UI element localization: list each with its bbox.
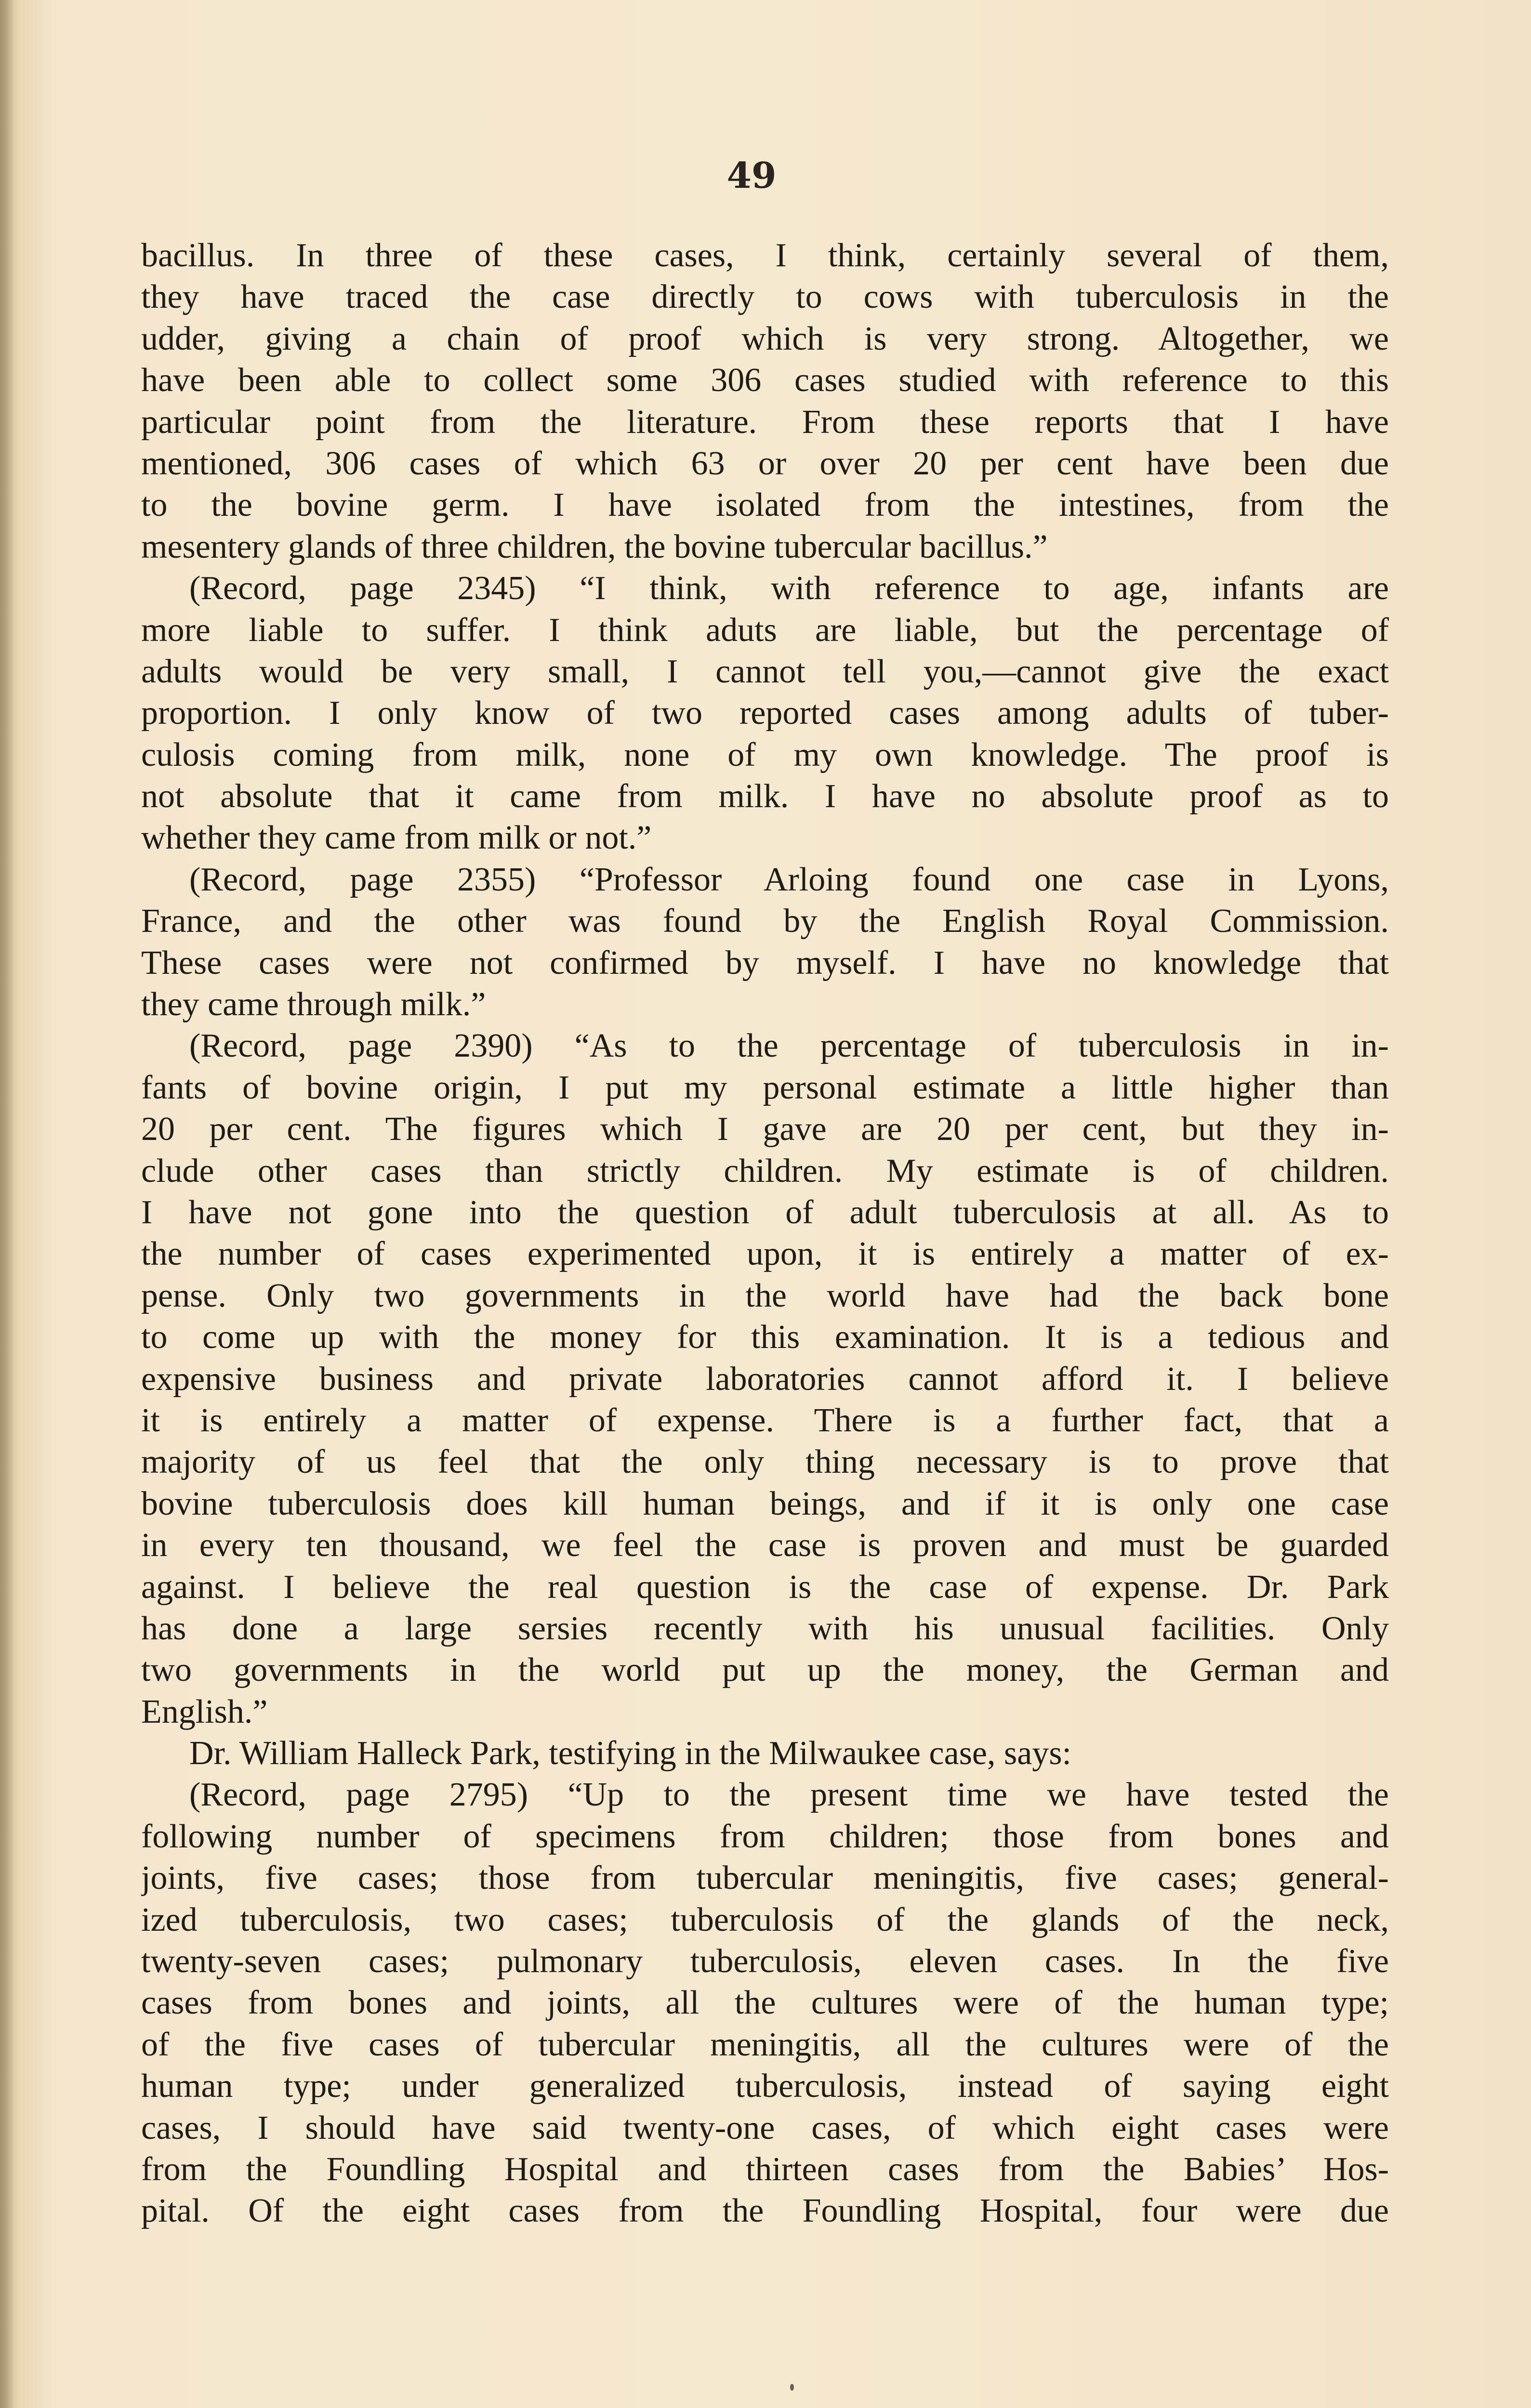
text-line: two governments in the world put up the money, the German and [141, 1651, 1389, 1689]
text-line: mentioned, 306 cases of which 63 or over 20 per cent have been due [141, 445, 1389, 482]
spine-shadow [0, 0, 14, 2408]
text-line: proportion. I only know of two reported cases among adults of tuber- [141, 694, 1389, 732]
text-line: to the bovine germ. I have isolated from the intestines, from the [141, 486, 1389, 524]
text-line: mesentery glands of three children, the bovine tubercular bacillus.” [141, 528, 1048, 565]
text-line: 20 per cent. The figures which I gave are 20 per cent, but they in- [141, 1111, 1389, 1148]
text-line: These cases were not confirmed by myself. I have no knowledge that [141, 944, 1389, 982]
text-line: (Record, page 2390) “As to the percentage of tuberculosis in in- [189, 1027, 1389, 1065]
text-line: France, and the other was found by the English Royal Commission. [141, 903, 1389, 940]
text-line: I have not gone into the question of adult tuberculosis at all. As to [141, 1193, 1389, 1231]
text-line: have been able to collect some 306 cases studied with reference to this [141, 362, 1389, 399]
text-line: majority of us feel that the only thing necessary is to prove that [141, 1443, 1389, 1481]
text-line: to come up with the money for this examination. It is a tedious and [141, 1319, 1389, 1356]
text-line: (Record, page 2795) “Up to the present time we have tested the [189, 1776, 1389, 1814]
text-line: they have traced the case directly to cows with tuberculosis in the [141, 278, 1389, 316]
page-number: 49 [726, 155, 777, 196]
text-line: Dr. William Halleck Park, testifying in the Milwaukee case, says: [189, 1735, 1072, 1772]
text-line: whether they came from milk or not.” [141, 819, 652, 857]
text-line: human type; under generalized tuberculosis, instead of saying eight [141, 2068, 1389, 2105]
text-line: English.” [141, 1693, 268, 1730]
text-line: (Record, page 2355) “Professor Arloing found one case in Lyons, [189, 861, 1389, 898]
text-line: against. I believe the real question is the case of expense. Dr. Park [141, 1568, 1389, 1606]
text-line: culosis coming from milk, none of my own knowledge. The proof is [141, 736, 1389, 773]
ink-speck [790, 2384, 794, 2391]
text-line: more liable to suffer. I think aduts are liable, but the percentage of [141, 611, 1389, 649]
text-line: udder, giving a chain of proof which is very strong. Altogether, we [141, 320, 1389, 357]
text-line: they came through milk.” [141, 986, 486, 1023]
text-line: cases from bones and joints, all the cultures were of the human type; [141, 1984, 1389, 2022]
text-line: following number of specimens from children; those from bones and [141, 1818, 1389, 1855]
text-line: from the Foundling Hospital and thirteen cases from the Babies’ Hos- [141, 2150, 1389, 2188]
text-line: it is entirely a matter of expense. There is a further fact, that a [141, 1401, 1389, 1439]
text-line: ized tuberculosis, two cases; tuberculosis of the glands of the neck, [141, 1901, 1389, 1938]
text-line: adults would be very small, I cannot tell you,—cannot give the exact [141, 653, 1389, 690]
text-line: bacillus. In three of these cases, I think, certainly several of them, [141, 237, 1389, 274]
text-line: cases, I should have said twenty-one cases, of which eight cases were [141, 2109, 1389, 2146]
text-line: (Record, page 2345) “I think, with reference to age, infants are [189, 570, 1389, 607]
text-line: bovine tuberculosis does kill human beings, and if it is only one case [141, 1485, 1389, 1522]
text-line: particular point from the literature. From these reports that I have [141, 403, 1389, 441]
body-text [141, 235, 1389, 2232]
text-line: clude other cases than strictly children. My estimate is of children. [141, 1152, 1389, 1190]
text-line: in every ten thousand, we feel the case is proven and must be guarded [141, 1527, 1389, 1564]
text-line: has done a large sersies recently with his unusual facilities. Only [141, 1610, 1389, 1647]
text-line: pital. Of the eight cases from the Foundling Hospital, four were due [141, 2192, 1389, 2230]
text-line: of the five cases of tubercular meningitis, all the cultures were of the [141, 2026, 1389, 2063]
text-line: expensive business and private laboratories cannot afford it. I believe [141, 1360, 1389, 1398]
text-line: joints, five cases; those from tubercular meningitis, five cases; general- [141, 1859, 1389, 1897]
text-line: pense. Only two governments in the world have had the back bone [141, 1277, 1389, 1314]
text-line: the number of cases experimented upon, it is entirely a matter of ex- [141, 1235, 1389, 1273]
text-line: fants of bovine origin, I put my personal estimate a little higher than [141, 1069, 1389, 1106]
text-line: not absolute that it came from milk. I have no absolute proof as to [141, 778, 1389, 815]
text-line: twenty-seven cases; pulmonary tuberculosis, eleven cases. In the five [141, 1943, 1389, 1980]
